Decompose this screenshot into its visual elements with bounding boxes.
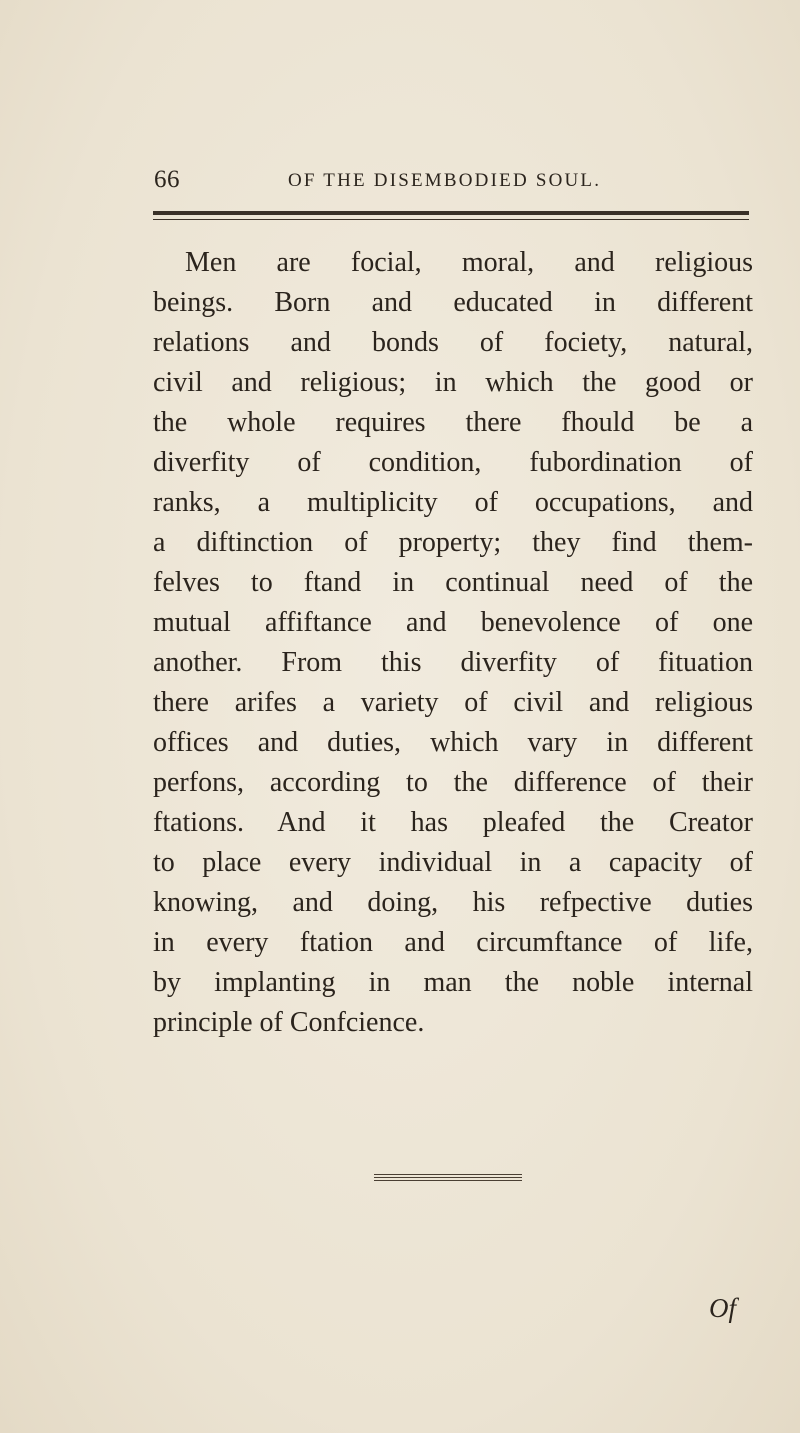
body-paragraph — [153, 243, 753, 1043]
text-line: diverfity of condition, fubordination of — [153, 447, 753, 478]
running-head: OF THE DISEMBODIED SOUL. — [288, 170, 602, 191]
text-line: to place every individual in a capacity of — [153, 847, 753, 878]
text-line: beings. Born and educated in different — [153, 287, 753, 318]
header-rule-thick — [153, 211, 749, 215]
text-line: another. From this diverfity of fituation — [153, 647, 753, 678]
text-line: perfons, according to the difference of their — [153, 767, 753, 798]
text-line: principle of Confcience. — [153, 1007, 425, 1038]
text-line: relations and bonds of fociety, natural, — [153, 327, 753, 358]
text-line: ftations. And it has pleafed the Creator — [153, 807, 753, 838]
text-line: offices and duties, which vary in different — [153, 727, 753, 758]
text-line: the whole requires there fhould be a — [153, 407, 753, 438]
text-line: a diftinction of property; they find them- — [153, 527, 753, 558]
page-header — [154, 166, 754, 206]
text-line: in every ftation and circumftance of life, — [153, 927, 753, 958]
text-line: Men are focial, moral, and religious — [185, 247, 753, 278]
text-line: felves to ftand in continual need of the — [153, 567, 753, 598]
text-line: knowing, and doing, his refpective duties — [153, 887, 753, 918]
catchword: Of — [709, 1293, 736, 1323]
text-line: by implanting in man the noble internal — [153, 967, 753, 998]
text-line: ranks, a multiplicity of occupations, and — [153, 487, 753, 518]
section-end-ornament — [374, 1174, 522, 1182]
text-line: mutual affiftance and benevolence of one — [153, 607, 753, 638]
text-line: there arifes a variety of civil and religious — [153, 687, 753, 718]
header-rule-thin — [153, 219, 749, 220]
page-number: 66 — [154, 166, 180, 193]
text-line: civil and religious; in which the good or — [153, 367, 753, 398]
